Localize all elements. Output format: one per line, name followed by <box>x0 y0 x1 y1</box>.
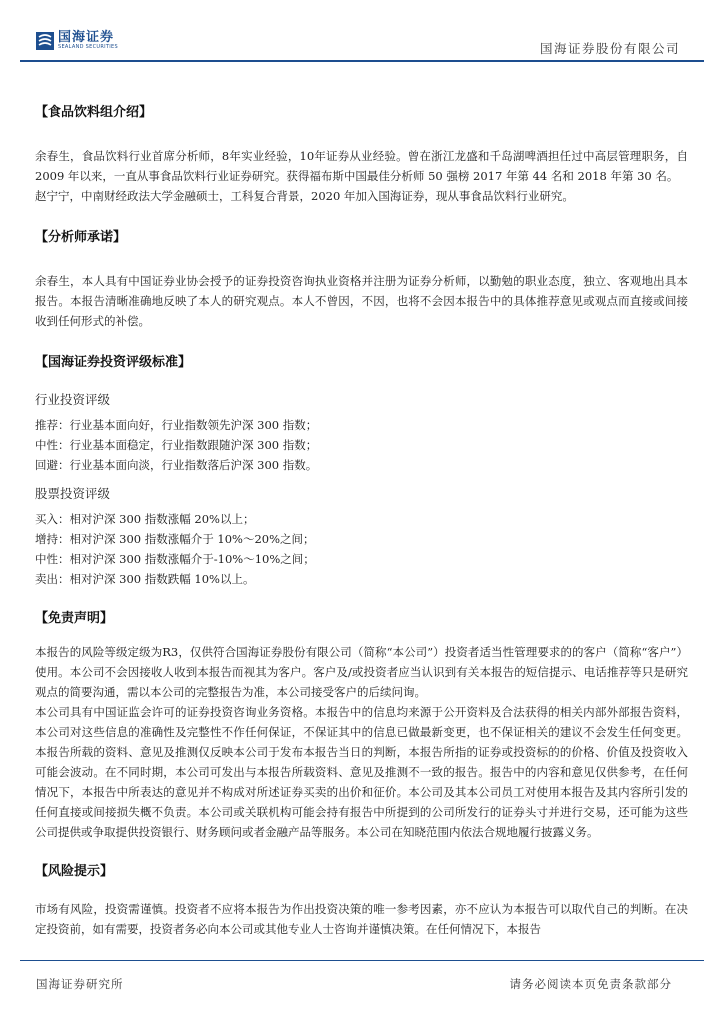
footer-divider <box>20 960 704 961</box>
analyst-bio-2: 赵宁宁，中南财经政法大学金融硕士，工科复合背景，2020 年加入国海证券，现从事食品饮料行业研究。 <box>35 189 574 203</box>
header-divider <box>20 60 704 62</box>
stock-rating-item: 增持：相对沪深 300 指数涨幅介于 10%～20%之间； <box>35 532 315 546</box>
section-title-pledge: 【分析师承诺】 <box>35 230 127 245</box>
footer-institute-name: 国海证券研究所 <box>36 977 124 991</box>
disclaimer-paragraph-1: 本报告的风险等级定级为R3，仅供符合国海证券股份有限公司（简称“本公司”）投资者适当性管理要求的的客户（简称“客户”）使用。本公司不会因接收人收到本报告而视其为客户。客户及/或投资者应当认识到有关本报告的短信提示、电话推荐等只是研究观点的简要沟通，需以本公司的完整报告为准，本公司接受客户的后续问询。 <box>35 645 688 699</box>
section-title-team: 【食品饮料组介绍】 <box>35 105 153 120</box>
stock-rating-item: 卖出：相对沪深 300 指数跌幅 10%以上。 <box>35 572 255 586</box>
stock-rating-item: 买入：相对沪深 300 指数涨幅 20%以上； <box>35 512 255 526</box>
disclaimer-paragraph-2: 本公司具有中国证监会许可的证券投资咨询业务资格。本报告中的信息均来源于公开资料及合法获得的相关内部外部报告资料，本公司对这些信息的准确性及完整性不作任何保证，不保证其中的信息已做最新变更，也不保证相关的建议不会发生任何变更。本报告所载的资料、意见及推测仅反映本公司于发布本报告当日的判断，本报告所指的证券或投资标的的价格、价值及投资收入可能会波动。在不同时期，本公司可发出与本报告所载资料、意见及推测不一致的报告。报告中的内容和意见仅供参考，在任何情况下，本报告中所表达的意见并不构成对所述证券买卖的出价和征价。本公司及其本公司员工对使用本报告及其内容所引发的任何直接或间接损失概不负责。本公司或关联机构可能会持有报告中所提到的公司所发行的证券头寸并进行交易，还可能为这些公司提供或争取提供投资银行、财务顾问或者金融产品等服务。本公司在知晓范围内依法合规地履行披露义务。 <box>35 705 688 839</box>
pledge-paragraph: 余春生，本人具有中国证券业协会授予的证券投资咨询执业资格并注册为证券分析师，以勤勉的职业态度，独立、客观地出具本报告。本报告清晰准确地反映了本人的研究观点。本人不曾因，不因，也将不会因本报告中的具体推荐意见或观点而直接或间接收到任何形式的补偿。 <box>35 274 688 328</box>
risk-paragraph: 市场有风险，投资需谨慎。投资者不应将本报告为作出投资决策的唯一参考因素，亦不应认为本报告可以取代自己的判断。在决定投资前，如有需要，投资者务必向本公司或其他专业人士咨询并谨慎决策。在任何情况下，本报告 <box>35 902 688 936</box>
logo-english-text: SEALAND SECURITIES <box>58 44 118 50</box>
section-title-disclaimer: 【免责声明】 <box>35 611 114 626</box>
section-title-risk: 【风险提示】 <box>35 864 114 879</box>
sealand-logo-icon <box>36 32 54 50</box>
industry-rating-item: 中性：行业基本面稳定，行业指数跟随沪深 300 指数； <box>35 438 318 452</box>
header-company-name: 国海证券股份有限公司 <box>539 41 680 56</box>
section-title-rating: 【国海证券投资评级标准】 <box>35 355 192 370</box>
stock-rating-heading: 股票投资评级 <box>35 486 111 501</box>
footer-disclaimer-note: 请务必阅读本页免责条款部分 <box>509 977 672 991</box>
stock-rating-item: 中性：相对沪深 300 指数涨幅介于-10%～10%之间； <box>35 552 315 566</box>
company-logo <box>36 31 118 51</box>
page-content <box>35 103 688 939</box>
logo-chinese-text: 国海证券 <box>58 30 115 45</box>
industry-rating-heading: 行业投资评级 <box>35 392 111 407</box>
page-header <box>0 0 724 64</box>
industry-rating-item: 推荐：行业基本面向好，行业指数领先沪深 300 指数； <box>35 418 318 432</box>
industry-rating-item: 回避：行业基本面向淡，行业指数落后沪深 300 指数。 <box>35 458 318 472</box>
analyst-bio-1: 余春生，食品饮料行业首席分析师，8年实业经验，10年证券从业经验。曾在浙江龙盛和千岛湖啤酒担任过中高层管理职务，自 2009 年以来，一直从事食品饮料行业证券研究。获得福布斯中国最佳分析师 50 强榜 2017 年第 44 名和 2018 年第 30 名。 <box>35 149 688 183</box>
